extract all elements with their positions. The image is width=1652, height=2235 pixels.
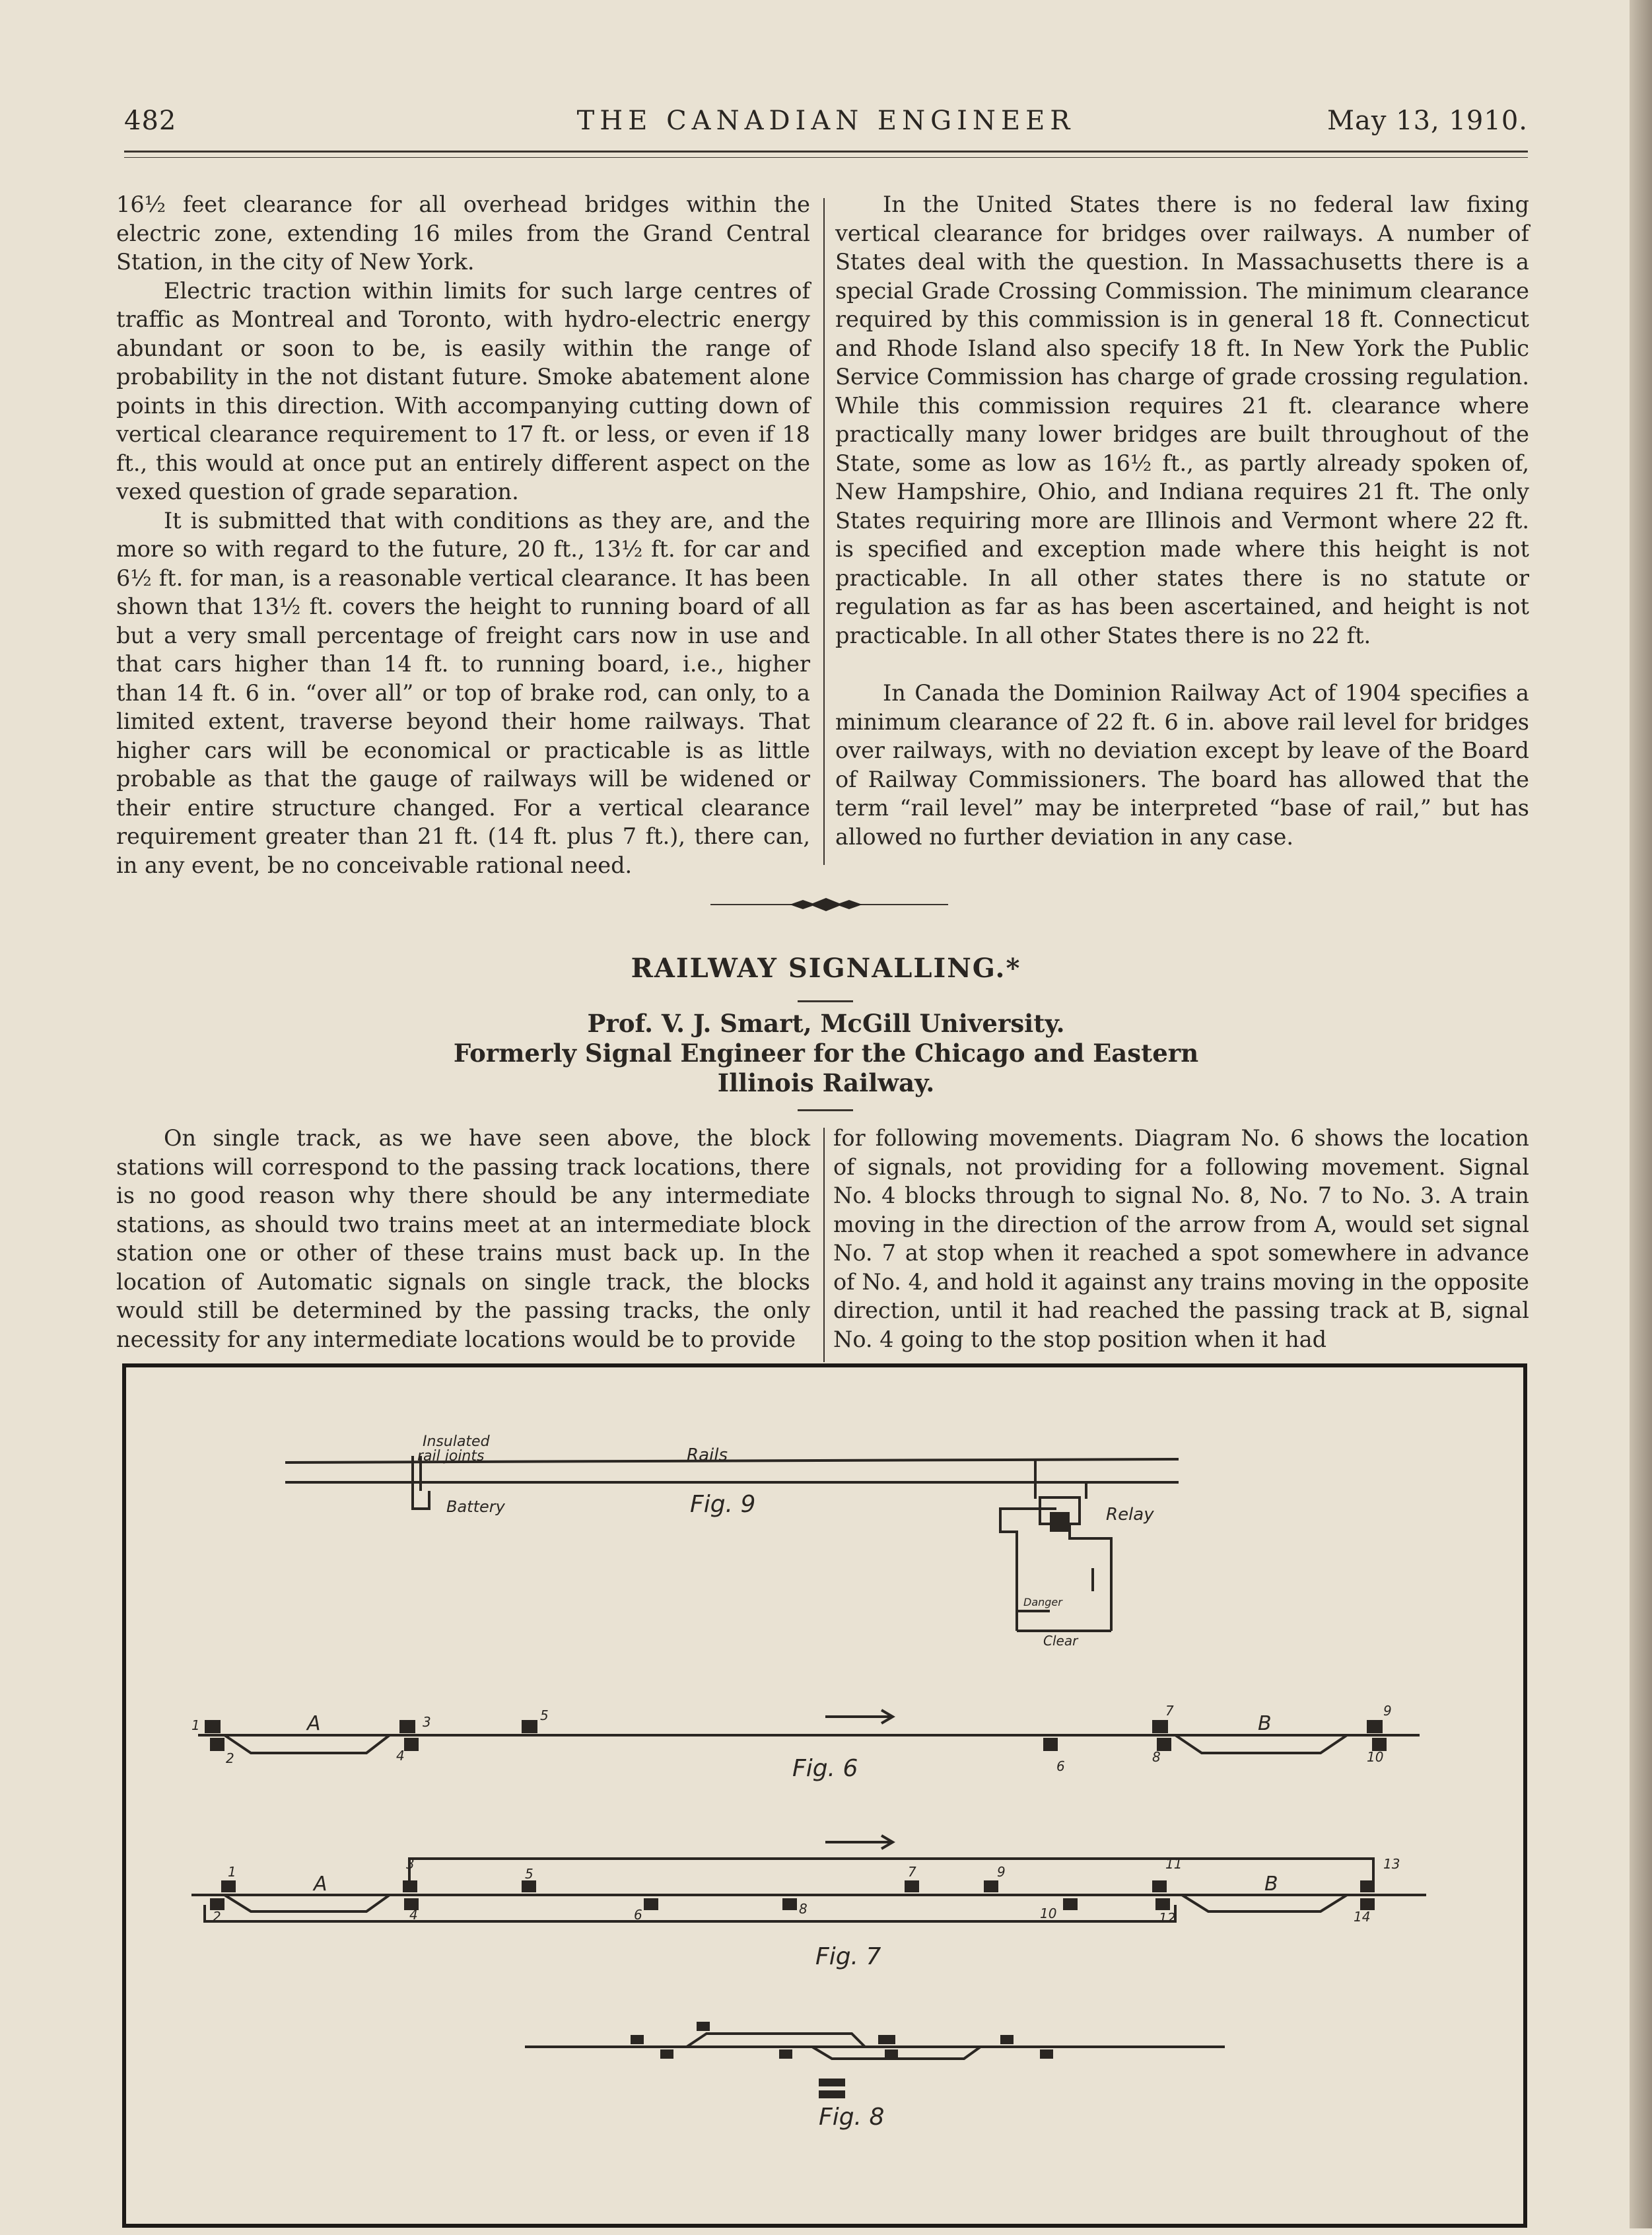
fig6-signal-label: 4 [396, 1748, 405, 1764]
byline-2: Formerly Signal Engineer for the Chicago and Eastern [453, 1039, 1199, 1068]
issue-date: May 13, 1910. [1327, 106, 1528, 136]
fig7-signal-label: 3 [406, 1856, 415, 1872]
paragraph: Electric traction within limits for such large centres of traffic as Montreal and Toronto, with hydro-electric energy abundant or soon to be, is easily within the range of probability in the not distant future. Smoke abatement alone points in this direction. With accompanying cutting down of vertical clearance requirement to 17 ft. or less, or even if 18 ft., this would at once put an entirely different aspect on the vexed question of grade separation. [116, 277, 810, 504]
insulated-label: Insulated [423, 1433, 490, 1450]
clear-label: Clear [1043, 1633, 1078, 1649]
fig6-siding-b: B [1258, 1712, 1272, 1735]
byline-rule [798, 1109, 853, 1111]
fig6-signal-label: 6 [1056, 1758, 1065, 1774]
fig7-siding-b: B [1264, 1873, 1278, 1896]
article2-right-column [833, 1124, 1529, 1354]
paragraph: for following movements. Diagram No. 6 shows the location of signals, not providing for a following movement. Signal No. 4 blocks through to signal No. 8, No. 7 to No. 3. A train moving in the direction of the arrow from A, would set signal No. 7 at stop when it reached a spot somewhere in advance of No. 4, and hold it against any trains moving in the opposite direction, until it had reached the passing track at B, signal No. 4 going to the stop position when it had [833, 1125, 1529, 1352]
fig7-track [191, 1836, 1426, 1921]
paragraph: In Canada the Dominion Railway Act of 1904 specifies a minimum clearance of 22 ft. 6 in. above rail level for bridges over railways, with no deviation except by leave of the Board of Railway Commissioners. The board has allowed that the term “rail level” may be interpreted “base of rail,” but has allowed no further deviation in any case. [835, 680, 1529, 850]
fig7-siding-a: A [314, 1873, 327, 1896]
article-title: RAILWAY SIGNALLING.* [631, 953, 1021, 984]
battery-label: Battery [446, 1497, 505, 1516]
fig7-signal-label: 13 [1383, 1856, 1400, 1872]
ornament-divider [710, 895, 948, 914]
fig7-signal-label: 1 [228, 1864, 236, 1880]
paragraph: In the United States there is no federal law fixing vertical clearance for bridges over railways. A number of States deal with the question. In Massachusetts there is a special Grade Crossing Commission. The minimum clearance required by this commission is in general 18 ft. Connecticut and Rhode Island also specify 18 ft. In New York the Public Service Commission has charge of grade crossing regulation. While this commission requires 21 ft. clearance where practically many lower bridges are built throughout of the State, some as low as 16½ ft., as partly already spoken of, New Hampshire, Ohio, and Indiana requires 21 ft. The only States requiring more are Illinois and Vermont where 22 ft. is specified and exception made where this height is not practicable. In all other states there is no statute or regulation as far as has been ascertained, and height is not practicable. In all other States there is no 22 ft. [835, 191, 1529, 648]
relay-label: Relay [1106, 1505, 1154, 1525]
fig7-signal-label: 14 [1354, 1909, 1371, 1925]
header-rule-thin [124, 157, 1528, 158]
fig7-signal-label: 9 [997, 1864, 1006, 1880]
byline-1: Prof. V. J. Smart, McGill University. [587, 1009, 1065, 1038]
fig6-track [198, 1710, 1420, 1753]
paragraph: 16½ feet clearance for all overhead bridges within the electric zone, extending 16 miles from the Grand Central Station, in the city of New York. [116, 191, 810, 275]
page-edge [1630, 0, 1652, 2228]
fig6-signal-label: 10 [1367, 1749, 1384, 1765]
header-rule [124, 151, 1528, 153]
paragraph: On single track, as we have seen above, the block stations will correspond to the passing track locations, there is no good reason why there should be any intermediate stations, as should two trains meet at an intermediate block station one or other of these trains must back up. In the location of Automatic signals on single track, the blocks would still be determined by the passing tracks, the only necessity for any intermediate locations would be to provide [116, 1125, 810, 1352]
fig7-signal-label: 12 [1159, 1910, 1176, 1926]
fig6-signal-label: 8 [1152, 1749, 1161, 1765]
fig7-signal-label: 8 [799, 1901, 808, 1917]
fig9-caption: Fig. 9 [690, 1491, 756, 1518]
title-rule [798, 1000, 853, 1002]
fig6-signal-label: 7 [1165, 1703, 1174, 1719]
paragraph: It is submitted that with conditions as they are, and the more so with regard to the future, 20 ft., 13½ ft. for car and 6½ ft. for man, is a reasonable vertical clearance. It has been shown that 13½ ft. covers the height to running board of all but a very small percentage of freight cars now in use and that cars higher than 14 ft. to running board, i.e., higher than 14 ft. 6 in. “over all” or top of brake rod, can only, to a limited extent, traverse beyond their home railways. That higher cars will be economical or practicable is as little probable as that the gauge of railways will be widened or their entire structure changed. For a vertical clearance requirement greater than 21 ft. (14 ft. plus 7 ft.), there can, in any event, be no conceivable rational need. [116, 507, 810, 878]
rail-joints-label: rail joints [417, 1448, 485, 1464]
journal-title: THE CANADIAN ENGINEER [576, 106, 1076, 136]
fig7-signal-label: 2 [213, 1909, 221, 1925]
fig8-caption: Fig. 8 [819, 2104, 885, 2131]
fig7-signal-label: 7 [908, 1864, 916, 1880]
page-number: 482 [124, 106, 177, 136]
fig6-siding-a: A [307, 1712, 321, 1735]
fig6-caption: Fig. 6 [792, 1755, 858, 1782]
article1-right-column [835, 190, 1529, 851]
fig7-caption: Fig. 7 [815, 1943, 881, 1970]
fig6-signal-label: 1 [191, 1717, 200, 1733]
article1-left-column [116, 190, 810, 879]
fig7-signal-label: 5 [525, 1866, 533, 1882]
column-divider [823, 1128, 825, 1362]
fig7-signal-label: 4 [409, 1907, 418, 1923]
byline-3: Illinois Railway. [717, 1068, 935, 1097]
fig6-signal-label: 3 [423, 1714, 431, 1730]
fig6-signal-label: 9 [1383, 1703, 1392, 1719]
article2-left-column [116, 1124, 810, 1354]
column-divider [823, 198, 825, 865]
rails-label: Rails [687, 1445, 728, 1465]
fig6-signal-label: 5 [540, 1707, 549, 1723]
fig7-signal-label: 10 [1040, 1906, 1057, 1921]
relay-armature [1050, 1512, 1070, 1532]
fig7-signal-label: 11 [1165, 1856, 1183, 1872]
signal-diagrams-figure [119, 1360, 1532, 2235]
fig6-signal-label: 2 [226, 1750, 234, 1766]
danger-label: Danger [1023, 1596, 1062, 1608]
fig7-signal-label: 6 [634, 1907, 642, 1923]
fig8-track [525, 2034, 1225, 2059]
